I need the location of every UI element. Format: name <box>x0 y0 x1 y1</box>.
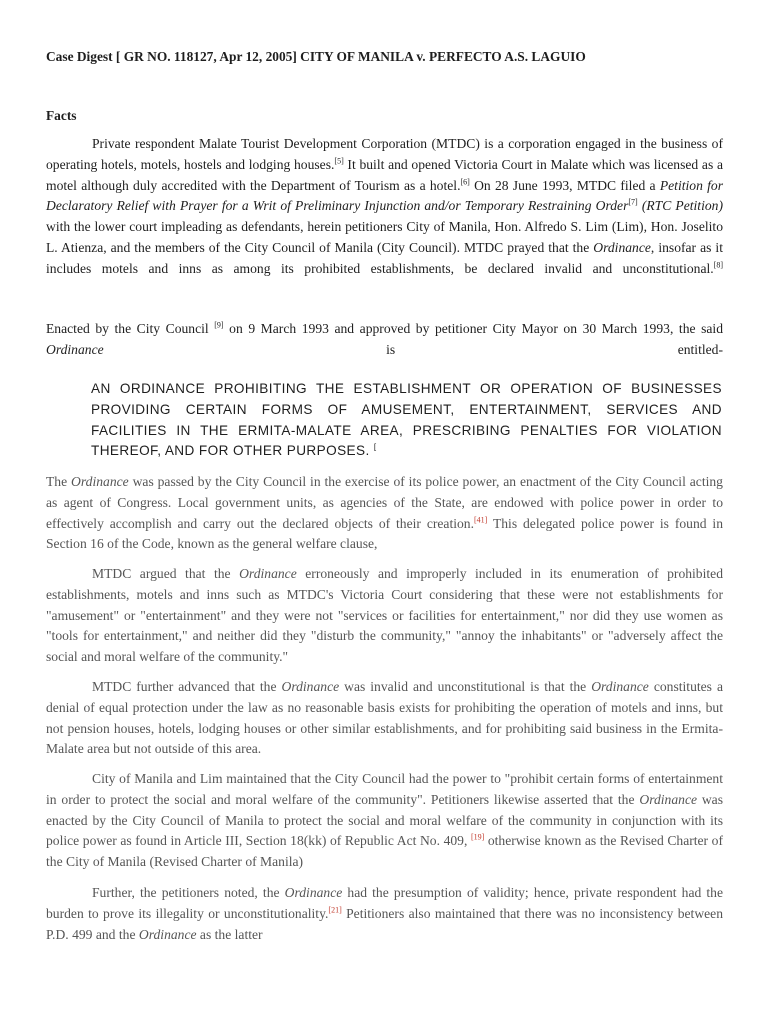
text-span: is entitled- <box>103 341 723 357</box>
text-span: erroneously and improperly included in its enumeration of prohibited establishments, motels and inns such as MTDC's Victoria Court considering that these were not establishments for "amusement" or "entertainment" and they were not "services or facilities for entertainment," nor did they use women as "tools for entertainment," and neither did they "disturb the community," "annoy the inhabitants" or "adversely affect the social and moral welfare of the community." <box>46 566 723 665</box>
text-span: MTDC further advanced that the <box>92 679 282 694</box>
italic-text: Ordinance <box>593 239 651 255</box>
italic-text: Ordinance <box>284 885 343 900</box>
paragraph-1 <box>46 134 723 280</box>
text-span: as the latter <box>196 926 263 942</box>
text-span: was invalid and unconstitutional is that the <box>339 679 592 694</box>
paragraph-7 <box>46 883 723 945</box>
text-span: It built and opened Victoria Court in Malate which was licensed as a motel although duly accredited with the Department of Tourism as a hotel. <box>46 156 723 193</box>
paragraph-3 <box>46 472 723 555</box>
italic-text: Ordinance <box>281 679 340 694</box>
paragraph-2 <box>46 319 723 361</box>
text-span: City of Manila and Lim maintained that the City Council had the power to "prohibit certain forms of entertainment in order to protect the social and moral welfare of the community". Petitioners likewise asserted that the <box>46 771 723 807</box>
footnote-ref[interactable]: [5] <box>334 156 344 166</box>
text-span: MTDC argued that the <box>92 566 240 581</box>
text-span: was passed by the City Council in the exercise of its police power, an enactment of the City Council acting as agent of Congress. Local government units, as agencies of the State, are endowed with police power in order to effectively accomplish and carry out the declared objects of their creation. <box>46 474 723 531</box>
text-span: Enacted by the City Council <box>46 321 215 336</box>
text-span: This delegated police power is found in Section 16 of the Code, known as the general welfare clause, <box>46 515 723 552</box>
footnote-ref[interactable]: [21] <box>328 905 342 915</box>
text-span: had the presumption of validity; hence, private respondent had the burden to prove its illegality or unconstitutionality. <box>46 885 724 921</box>
text-span: with the lower court impleading as defendants, herein petitioners City of Manila, Hon. Alfredo S. Lim (Lim), Hon. Joselito L. Atienza, and the members of the City Council of Manila (City Council). MTDC prayed that the <box>46 219 723 255</box>
italic-text: (RTC Petition) <box>637 198 723 214</box>
text-span: on 9 March 1993 and approved by petitioner City Mayor on 30 March 1993, the said <box>223 321 723 336</box>
footnote-ref[interactable]: [41] <box>474 515 488 525</box>
footnote-ref[interactable]: [19] <box>470 832 485 842</box>
italic-text: Ordinance <box>591 679 649 694</box>
text-span: Private respondent Malate Tourist Development Corporation (MTDC) is a corporation engaged in the business of operating hotels, motels, hostels and lodging houses. <box>46 136 723 172</box>
italic-text: Ordinance <box>46 341 104 357</box>
italic-text: Petition for Declaratory Relief with Prayer for a Writ of Preliminary Injunction and/or Temporary Restraining Order <box>46 177 723 214</box>
text-span: Further, the petitioners noted, the <box>92 885 285 900</box>
paragraph-5 <box>46 677 723 760</box>
quote-text: AN ORDINANCE PROHIBITING THE ESTABLISHMENT OR OPERATION OF BUSINESSES PROVIDING CERTAIN FORMS OF AMUSEMENT, ENTERTAINMENT, SERVICES AND FACILITIES IN THE ERMITA-MALATE AREA, PRESCRIBING PENALTIES FOR VIOLATION THEREOF, AND FOR OTHER PURPOSES. <box>91 381 722 459</box>
italic-text: Ordinance <box>138 926 197 942</box>
text-span: constitutes a denial of equal protection under the law as no reasonable basis exists for prohibiting the operation of motels and inns, but not pension houses, hotels, lodging houses or other similar establishments, and for prohibiting said business in the Ermita-Malate area but not outside of this area. <box>46 679 723 757</box>
italic-text: Ordinance <box>639 791 698 807</box>
text-span: was enacted by the City Council of Manila to protect the social and moral welfare of the community in conjunction with its police power as found in Article III, Section 18(kk) of Republic Act No. 409, <box>46 791 724 849</box>
facts-heading: Facts <box>46 108 77 123</box>
italic-text: Ordinance <box>71 474 129 489</box>
text-span: , insofar as it includes motels and inns as among its prohibited establishments, be declared invalid and unconstitutional. <box>46 239 723 276</box>
document-title: Case Digest [ GR NO. 118127, Apr 12, 2005] CITY OF MANILA v. PERFECTO A.S. LAGUIO <box>46 49 586 64</box>
text-span: On 28 June 1993, MTDC filed a <box>469 177 660 193</box>
footnote-ref[interactable]: [ <box>373 442 377 452</box>
italic-text: Ordinance <box>239 566 297 581</box>
ordinance-title-quote <box>91 379 722 462</box>
footnote-ref[interactable]: [9] <box>214 320 224 330</box>
footnote-ref[interactable]: [8] <box>713 260 723 270</box>
footnote-ref[interactable]: [6] <box>460 177 470 187</box>
text-span: otherwise known as the Revised Charter of the City of Manila (Revised Charter of Manila) <box>46 833 723 870</box>
footnote-ref[interactable]: [7] <box>628 197 638 207</box>
paragraph-6 <box>46 769 723 873</box>
text-span: Petitioners also maintained that there was no inconsistency between P.D. 499 and the <box>46 905 723 942</box>
text-span: The <box>46 474 72 489</box>
paragraph-4 <box>46 564 723 668</box>
